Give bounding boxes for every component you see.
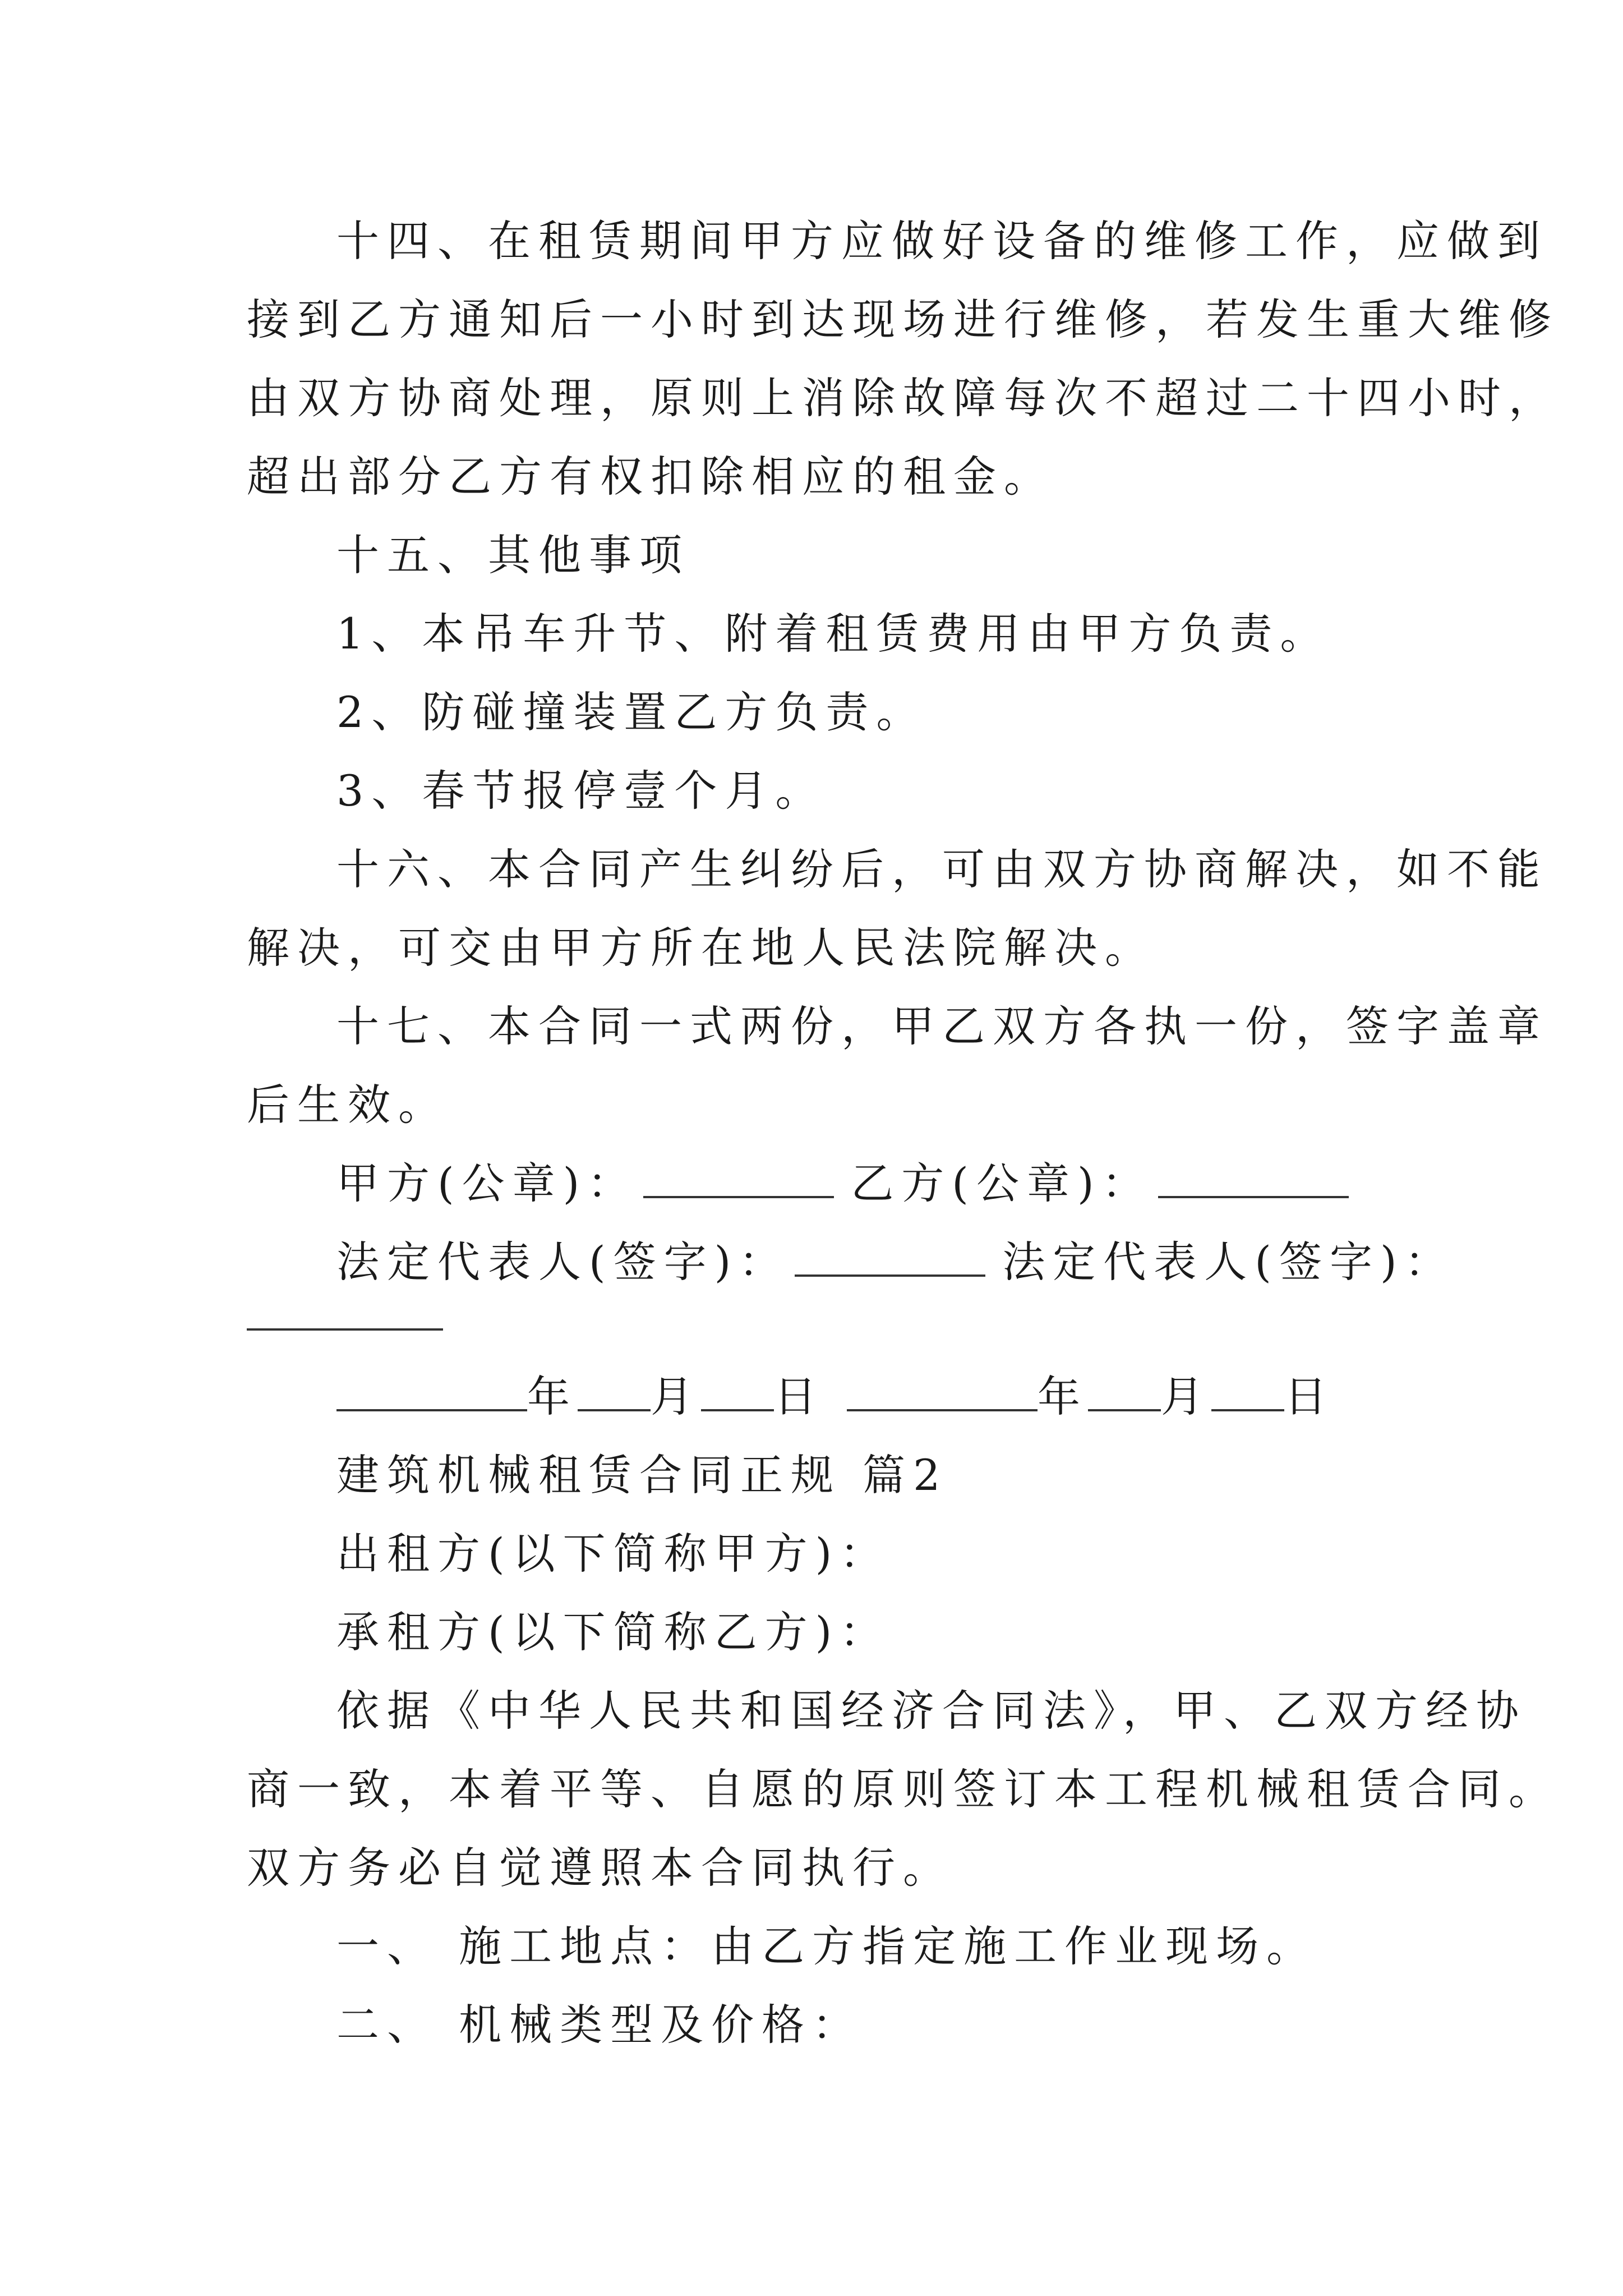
paragraph-15-heading: 十五、其他事项 (336, 530, 690, 580)
date-row (336, 1369, 1335, 1425)
date-a-day-blank (701, 1374, 774, 1411)
date-b-month-label: 月 (1161, 1372, 1211, 1421)
paragraph-16-line-1: 十六、本合同产生纠纷后，可由双方协商解决，如不能 (336, 844, 1548, 894)
party-a-seal-blank (643, 1161, 834, 1198)
date-a-year-blank (336, 1374, 527, 1411)
date-b-day-blank (1211, 1374, 1284, 1411)
date-a-day-label: 日 (774, 1372, 824, 1421)
intro-line-2: 商一致，本着平等、自愿的原则签订本工程机械租赁合同。 (247, 1764, 1559, 1814)
seal-row (336, 1156, 1349, 1212)
date-b-year-label: 年 (1038, 1372, 1088, 1421)
paragraph-14-line-3: 由双方协商处理，原则上消除故障每次不超过二十四小时， (247, 373, 1559, 423)
list-item-2: 2、防碰撞装置乙方负责。 (336, 687, 927, 737)
clause-2: 二、 机械类型及价格： (336, 2000, 863, 2050)
paragraph-17-line-2: 后生效。 (247, 1080, 449, 1130)
representative-row (336, 1234, 1455, 1290)
section-2-title: 建筑机械租赁合同正规 篇2 (336, 1450, 948, 1500)
party-b-rep-label: 法定代表人(签字)： (1002, 1237, 1455, 1287)
paragraph-16-line-2: 解决，可交由甲方所在地人民法院解决。 (247, 923, 1155, 973)
date-a-month-blank (578, 1374, 651, 1411)
clause-1: 一、 施工地点：由乙方指定施工作业现场。 (336, 1921, 1317, 1971)
date-b-month-blank (1088, 1374, 1161, 1411)
date-b-day-label: 日 (1284, 1372, 1335, 1421)
party-b-seal-blank (1158, 1161, 1349, 1198)
intro-line-3: 双方务必自觉遵照本合同执行。 (247, 1843, 953, 1893)
intro-line-1: 依据《中华人民共和国经济合同法》，甲、乙双方经协 (336, 1686, 1527, 1736)
paragraph-14-line-4: 超出部分乙方有权扣除相应的租金。 (247, 452, 1054, 501)
party-b-rep-blank (247, 1328, 443, 1331)
lessor-line: 出租方(以下简称甲方)： (336, 1529, 891, 1579)
date-a-month-label: 月 (651, 1372, 701, 1421)
party-a-rep-label: 法定代表人(签字)： (336, 1237, 790, 1287)
party-a-rep-blank (795, 1240, 985, 1277)
list-item-3: 3、春节报停壹个月。 (336, 766, 826, 816)
paragraph-17-line-1: 十七、本合同一式两份，甲乙双方各执一份，签字盖章 (336, 1001, 1548, 1051)
party-a-seal-label: 甲方(公章)： (336, 1158, 638, 1208)
list-item-1: 1、本吊车升节、附着租赁费用由甲方负责。 (336, 609, 1331, 659)
date-a-year-label: 年 (527, 1372, 578, 1421)
date-b-year-blank (847, 1374, 1038, 1411)
lessee-line: 承租方(以下简称乙方)： (336, 1607, 891, 1657)
paragraph-14-line-1: 十四、在租赁期间甲方应做好设备的维修工作，应做到 (336, 216, 1548, 266)
party-b-seal-label: 乙方(公章)： (851, 1158, 1152, 1208)
paragraph-14-line-2: 接到乙方通知后一小时到达现场进行维修，若发生重大维修 (247, 295, 1559, 344)
